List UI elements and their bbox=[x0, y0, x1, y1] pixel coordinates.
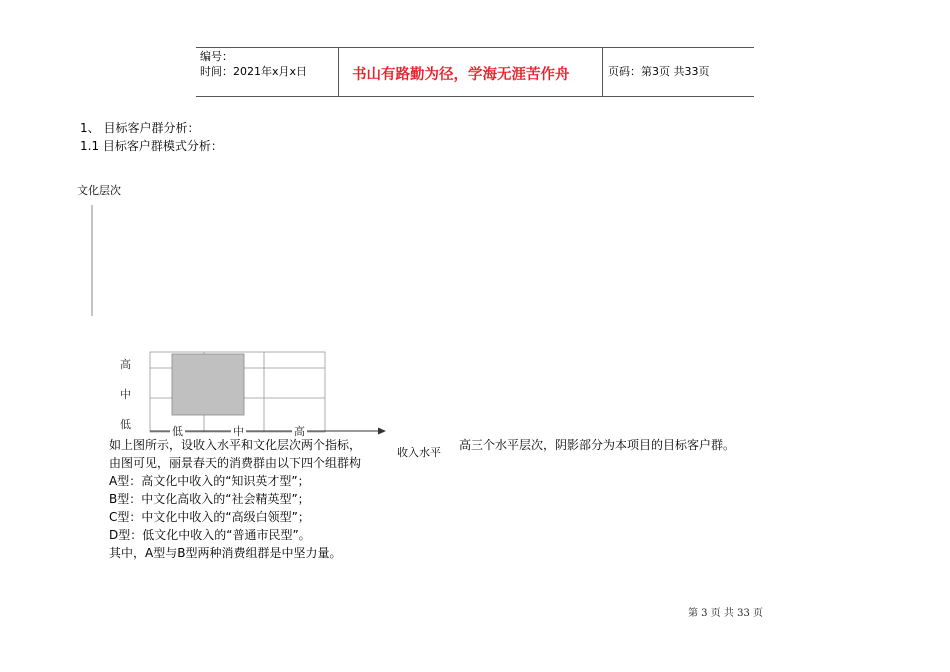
paragraph-line-1a: 如上图所示，设收入水平和文化层次两个指标， bbox=[109, 438, 362, 452]
x-level-low: 低 bbox=[172, 425, 183, 438]
header-number: 编号： bbox=[200, 50, 233, 63]
y-axis-label: 文化层次 bbox=[77, 184, 121, 197]
section-heading: 1、 目标客户群分析： bbox=[80, 121, 200, 135]
header-time: 时间：2021年x月x日 bbox=[200, 65, 308, 78]
y-level-mid: 中 bbox=[120, 388, 131, 401]
y-level-high: 高 bbox=[120, 358, 131, 371]
summary-line: 其中，A型与B型两种消费组群是中坚力量。 bbox=[109, 546, 342, 560]
subsection-heading: 1.1 目标客户群模式分析： bbox=[80, 139, 223, 153]
header-page: 页码：第3页 共33页 bbox=[608, 65, 710, 78]
type-a: A型：高文化中收入的“知识英才型”； bbox=[109, 474, 310, 488]
shaded-target-region bbox=[172, 354, 244, 415]
x-axis-arrow bbox=[378, 428, 386, 435]
type-b: B型：中文化高收入的“社会精英型”； bbox=[109, 492, 310, 506]
page-footer: 第 3 页 共 33 页 bbox=[688, 608, 763, 619]
y-level-low: 低 bbox=[120, 418, 131, 431]
type-d: D型：低文化中收入的“普通市民型”。 bbox=[109, 528, 311, 542]
header-motto: 书山有路勤为径，学海无涯苦作舟 bbox=[352, 66, 570, 83]
paragraph-line-2: 由图可见，丽景春天的消费群由以下四个组群构 bbox=[109, 456, 362, 470]
paragraph-line-1b: 高三个水平层次，阴影部分为本项目的目标客户群。 bbox=[459, 438, 736, 452]
type-c: C型：中文化中收入的“高级白领型”； bbox=[109, 510, 310, 524]
x-level-high: 高 bbox=[294, 425, 305, 438]
x-axis-label: 收入水平 bbox=[397, 446, 441, 459]
x-level-mid: 中 bbox=[233, 425, 244, 438]
